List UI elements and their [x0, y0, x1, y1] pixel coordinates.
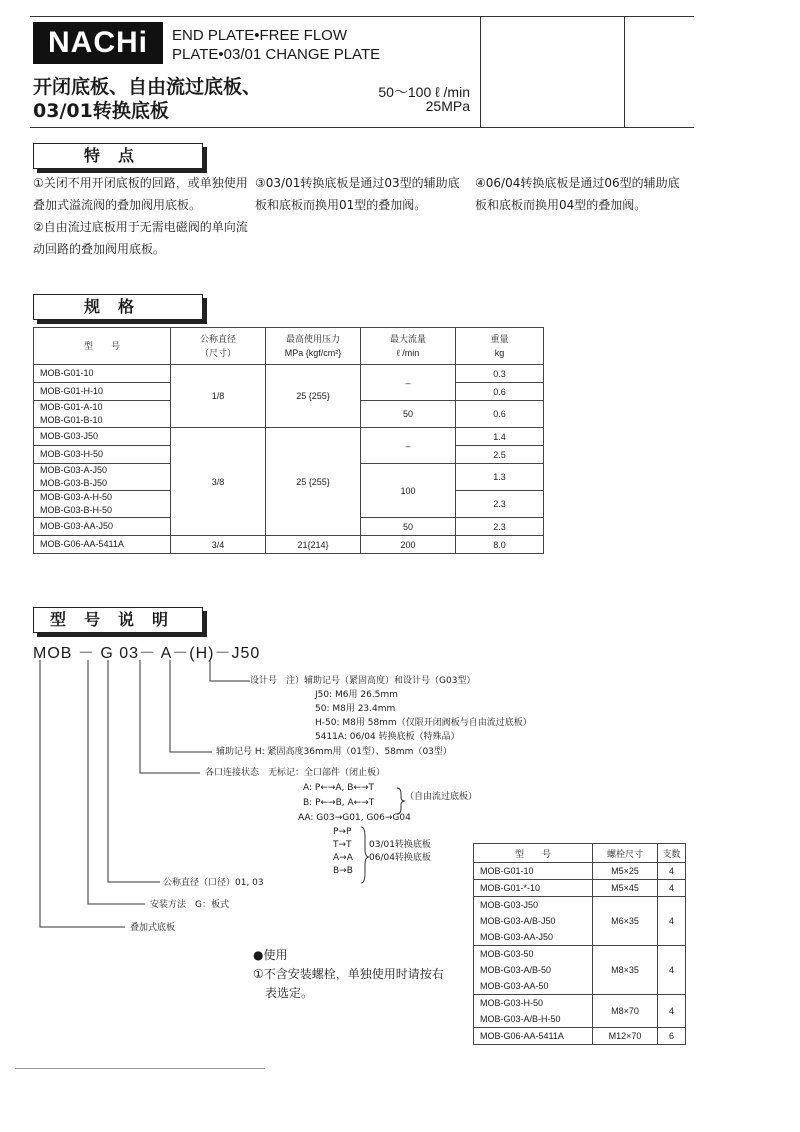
subtitle-en-line2: PLATE•03/01 CHANGE PLATE — [172, 46, 381, 63]
bolt-table — [473, 843, 686, 1045]
port-map: P→P — [333, 827, 352, 837]
flow-rating: 50〜100 ℓ /min — [378, 84, 470, 100]
flow-cell: 50 — [361, 518, 456, 536]
table-row: MOB-G01-H-10 0.6 — [34, 383, 544, 401]
usage-number: ① — [253, 967, 264, 981]
table-row: MOB-G03-J50 3/8 25 {255} – 1.4 — [34, 428, 544, 446]
brand-logo: NACHi — [33, 22, 163, 64]
mount-method-note: 安装方法 G：板式 — [150, 900, 229, 910]
feature-text: 06/04转换底板是通过06型的辅助底板和底板而换用04型的叠加阀。 — [475, 176, 680, 212]
col-flow: 最大流量 ℓ /min — [361, 328, 456, 365]
model-explain-heading: 型号说明 — [33, 607, 203, 633]
table-row: MOB-G03-AA-J50 50 2.3 — [34, 518, 544, 536]
design-line: H-50: M8用 58mm（仅限开闭阀板与自由流过底板） — [315, 718, 532, 728]
change-plate-label: 03/01转换底板 — [369, 840, 431, 850]
table-row: MOB-G03-A-H-50 MOB-G03-B-H-50 2.3 — [34, 491, 544, 518]
feature-text: 自由流过底板用于无需电磁阀的单向流动回路的叠加阀用底板。 — [33, 220, 248, 256]
design-line: 5411A: 06/04 转换底板（特殊品） — [315, 732, 460, 742]
page-title-line1: 开闭底板、自由流过底板、 — [33, 76, 262, 98]
table-row: MOB-G03-A-J50 MOB-G03-B-J50 100 1.3 — [34, 464, 544, 491]
design-number-note: 设计号 注）辅助记号（紧固高度）和设计号（G03型） — [250, 676, 476, 686]
flow-cell: – — [361, 365, 456, 401]
table-row: MOB-G01-A-10 MOB-G01-B-10 50 0.6 — [34, 401, 544, 428]
port-map: A→A — [333, 853, 353, 863]
table-row: MOB-G01-*-10 M5×45 4 — [474, 880, 686, 897]
design-line: J50: M6用 26.5mm — [315, 690, 398, 700]
table-row: MOB-G01-10 M5×25 4 — [474, 863, 686, 880]
feature-number: ③ — [255, 176, 266, 190]
port-map: B→B — [333, 866, 353, 876]
port-a: A: P←→A, B←→T — [303, 783, 375, 793]
type-note: 叠加式底板 — [130, 923, 176, 933]
page-title-line2: 03/01转换底板 — [33, 100, 169, 122]
col-weight: 重量 kg — [456, 328, 544, 365]
port-map: T→T — [333, 840, 352, 850]
size-cell: 3/8 — [171, 428, 266, 536]
table-row: MOB-G06-AA-5411A M12×70 6 — [474, 1028, 686, 1045]
flow-cell: 50 — [361, 401, 456, 428]
free-flow-label: （自由流过底板） — [405, 792, 478, 802]
specs-heading: 规格 — [33, 294, 203, 320]
table-row: MOB-G03-J50 MOB-G03-A/B-J50 MOB-G03-AA-J50 M6×35 4 — [474, 897, 686, 946]
port-state-note: 各口连接状态 无标记：全口部件（闭止板） — [205, 768, 386, 778]
table-row: MOB-G03-H-50 2.5 — [34, 446, 544, 464]
change-plate-label: 06/04转换底板 — [369, 853, 431, 863]
design-line: 50: M8用 23.4mm — [315, 704, 396, 714]
port-b: B: P←→B, A←→T — [303, 798, 375, 808]
table-row: MOB-G06-AA-5411A 3/4 21{214} 200 8.0 — [34, 536, 544, 554]
pressure-cell: 25 {255} — [266, 365, 361, 428]
col-size: 公称直径 （尺寸） — [171, 328, 266, 365]
col-model: 型 号 — [34, 328, 171, 365]
feature-text: 03/01转换底板是通过03型的辅助底板和底板而换用01型的叠加阀。 — [255, 176, 460, 212]
size-cell: 1/8 — [171, 365, 266, 428]
table-row: MOB-G03-H-50 MOB-G03-A/B-H-50 M8×70 4 — [474, 995, 686, 1028]
aux-symbol-note: 辅助记号 H: 紧固高度36mm用（01型）、58mm（03型） — [216, 747, 452, 757]
features-heading: 特点 — [33, 143, 203, 169]
bolt-header-row: 型 号 螺栓尺寸 支数 — [474, 844, 686, 863]
subtitle-en-line1: END PLATE•FREE FLOW — [172, 27, 347, 44]
table-row: MOB-G03-50 MOB-G03-A/B-50 MOB-G03-AA-50 M8×35 4 — [474, 946, 686, 995]
feature-text: 关闭不用开闭底板的回路，或单独使用叠加式溢流阀的叠加阀用底板。 — [33, 176, 248, 212]
bottom-rule — [15, 1068, 265, 1069]
flow-cell: – — [361, 428, 456, 464]
pressure-cell: 25 {255} — [266, 428, 361, 536]
feature-number: ④ — [475, 176, 486, 190]
table-row: MOB-G01-10 1/8 25 {255} – 0.3 — [34, 365, 544, 383]
usage-note: ①不含安装螺栓，单独使用时请按右 表选定。 — [253, 967, 444, 1000]
pressure-rating: 25MPa — [425, 98, 470, 114]
flow-cell: 100 — [361, 464, 456, 518]
model-code: MOB － G 03－ A－(H)－J50 — [33, 645, 261, 662]
nominal-size-note: 公称直径（口径）01, 03 — [163, 878, 264, 888]
port-aa: AA: G03→G01, G06→G04 — [298, 813, 411, 823]
usage-heading: ●使用 — [253, 948, 288, 962]
feature-number: ① — [33, 176, 44, 190]
feature-number: ② — [33, 220, 44, 234]
col-pressure: 最高使用压力 MPa {kgf/cm²} — [266, 328, 361, 365]
